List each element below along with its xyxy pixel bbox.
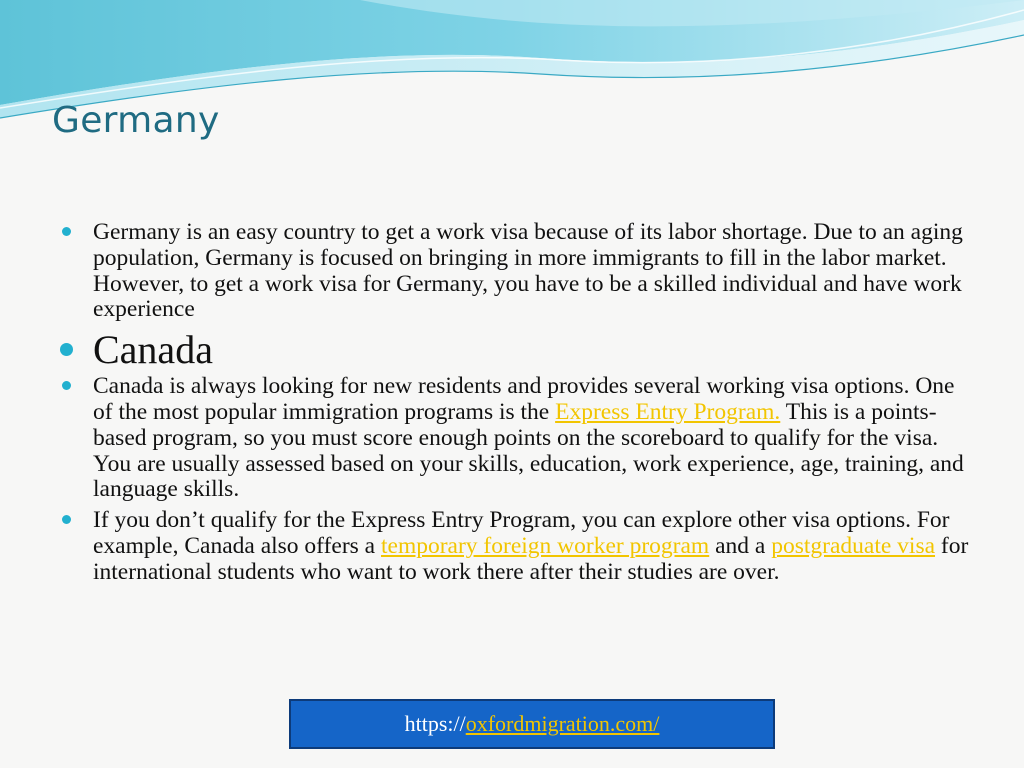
bullet-text: Germany is an easy country to get a work visa because of its labor shortage. Due to an aging population, Germany is focused on bringing in more immigrants to fill in the labor market. However, to get a work visa for Germany, you have to be a skilled individual and have work experience	[93, 219, 963, 323]
section-heading-canada: Canada	[93, 327, 213, 373]
website-link[interactable]: oxfordmigration.com/	[465, 711, 660, 736]
bullet-icon	[60, 343, 73, 356]
bullet-text-mid: and a	[709, 532, 772, 559]
slide-title: Germany	[52, 100, 220, 141]
url-prefix: https://	[404, 711, 466, 736]
bullet-text-pre: Canada is always looking for new residents and provides several working visa options. One of the most popular immigration programs is the	[93, 373, 955, 425]
postgraduate-visa-link[interactable]: postgraduate visa	[771, 532, 936, 559]
bullet-list	[62, 220, 972, 591]
bullet-text-pre: If you don’t qualify for the Express Entry Program, you can explore other visa options. For example, Canada also offers a	[93, 507, 950, 559]
express-entry-link[interactable]: Express Entry Program.	[555, 398, 781, 425]
bullet-icon	[62, 515, 71, 524]
temporary-foreign-worker-link[interactable]: temporary foreign worker program	[380, 532, 710, 559]
bullet-icon	[62, 381, 71, 390]
bullet-item-express-entry	[62, 374, 972, 503]
bullet-icon	[62, 227, 71, 236]
bullet-item-other-options	[62, 508, 972, 585]
website-url-box	[289, 699, 775, 749]
bullet-text-post: This is a points-based program, so you must score enough points on the scoreboard to qualify for the visa. You are usually assessed based on your skills, education, work experience, age, training, and language skills.	[93, 398, 964, 503]
bullet-item-canada-heading	[62, 328, 972, 372]
bullet-item-germany	[62, 220, 972, 323]
bullet-text-post: for international students who want to work there after their studies are over.	[93, 532, 969, 585]
